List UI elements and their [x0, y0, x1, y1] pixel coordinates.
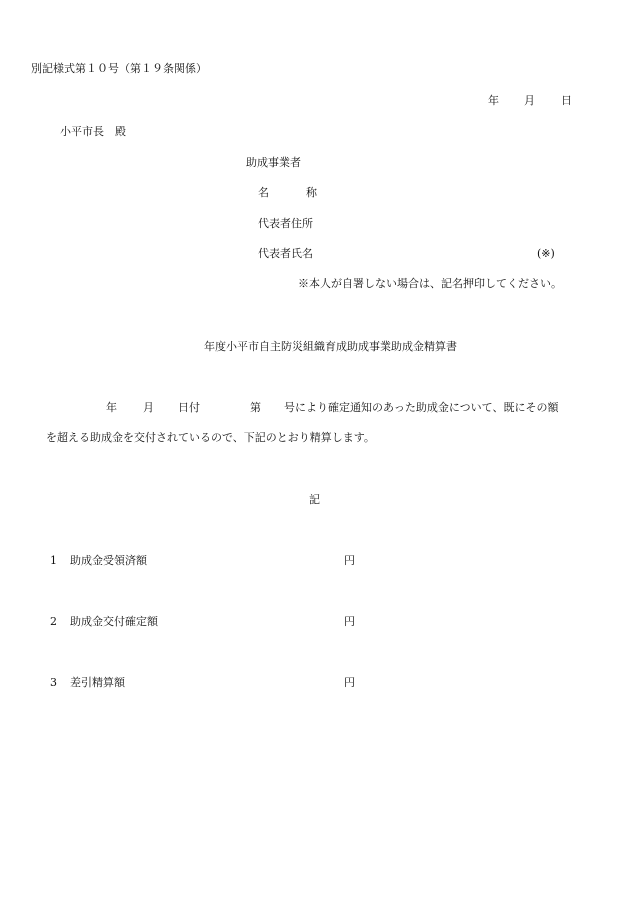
item-3-unit: 円 — [344, 676, 355, 689]
addressee: 小平市長 殿 — [60, 125, 126, 138]
item-1-unit: 円 — [344, 554, 355, 567]
body-year: 年 — [106, 401, 117, 414]
body-line1-rest: 号により確定通知のあった助成金について、既にその額 — [284, 401, 559, 414]
date-year-label: 年 — [488, 94, 499, 107]
body-dated: 日付 — [178, 401, 200, 414]
address-label: 代表者住所 — [258, 217, 313, 230]
item-1-number: 1 — [50, 554, 57, 567]
body-month: 月 — [143, 401, 154, 414]
body-line2: を超える助成金を交付されているので、下記のとおり精算します。 — [46, 431, 375, 444]
date-day-label: 日 — [561, 94, 572, 107]
date-month-label: 月 — [524, 94, 535, 107]
ki-label: 記 — [309, 493, 320, 506]
signature-note: ※本人が自署しない場合は、記名押印してください。 — [298, 277, 562, 290]
form-number: 別記様式第１０号（第１９条関係） — [31, 62, 207, 75]
applicant-heading: 助成事業者 — [246, 156, 301, 169]
representative-label: 代表者氏名 — [258, 247, 313, 260]
document-title: 年度小平市自主防災組織育成助成事業助成金精算書 — [204, 340, 457, 353]
name-label-part2: 称 — [306, 186, 317, 199]
item-3-label: 差引精算額 — [70, 676, 125, 689]
item-2-unit: 円 — [344, 615, 355, 628]
body-dai: 第 — [250, 401, 261, 414]
item-2-number: 2 — [50, 615, 57, 628]
item-1-label: 助成金受領済額 — [70, 554, 147, 567]
item-2-label: 助成金交付確定額 — [70, 615, 158, 628]
item-3-number: 3 — [50, 676, 57, 689]
signature-mark: (※) — [537, 247, 555, 260]
name-label-part1: 名 — [258, 186, 269, 199]
